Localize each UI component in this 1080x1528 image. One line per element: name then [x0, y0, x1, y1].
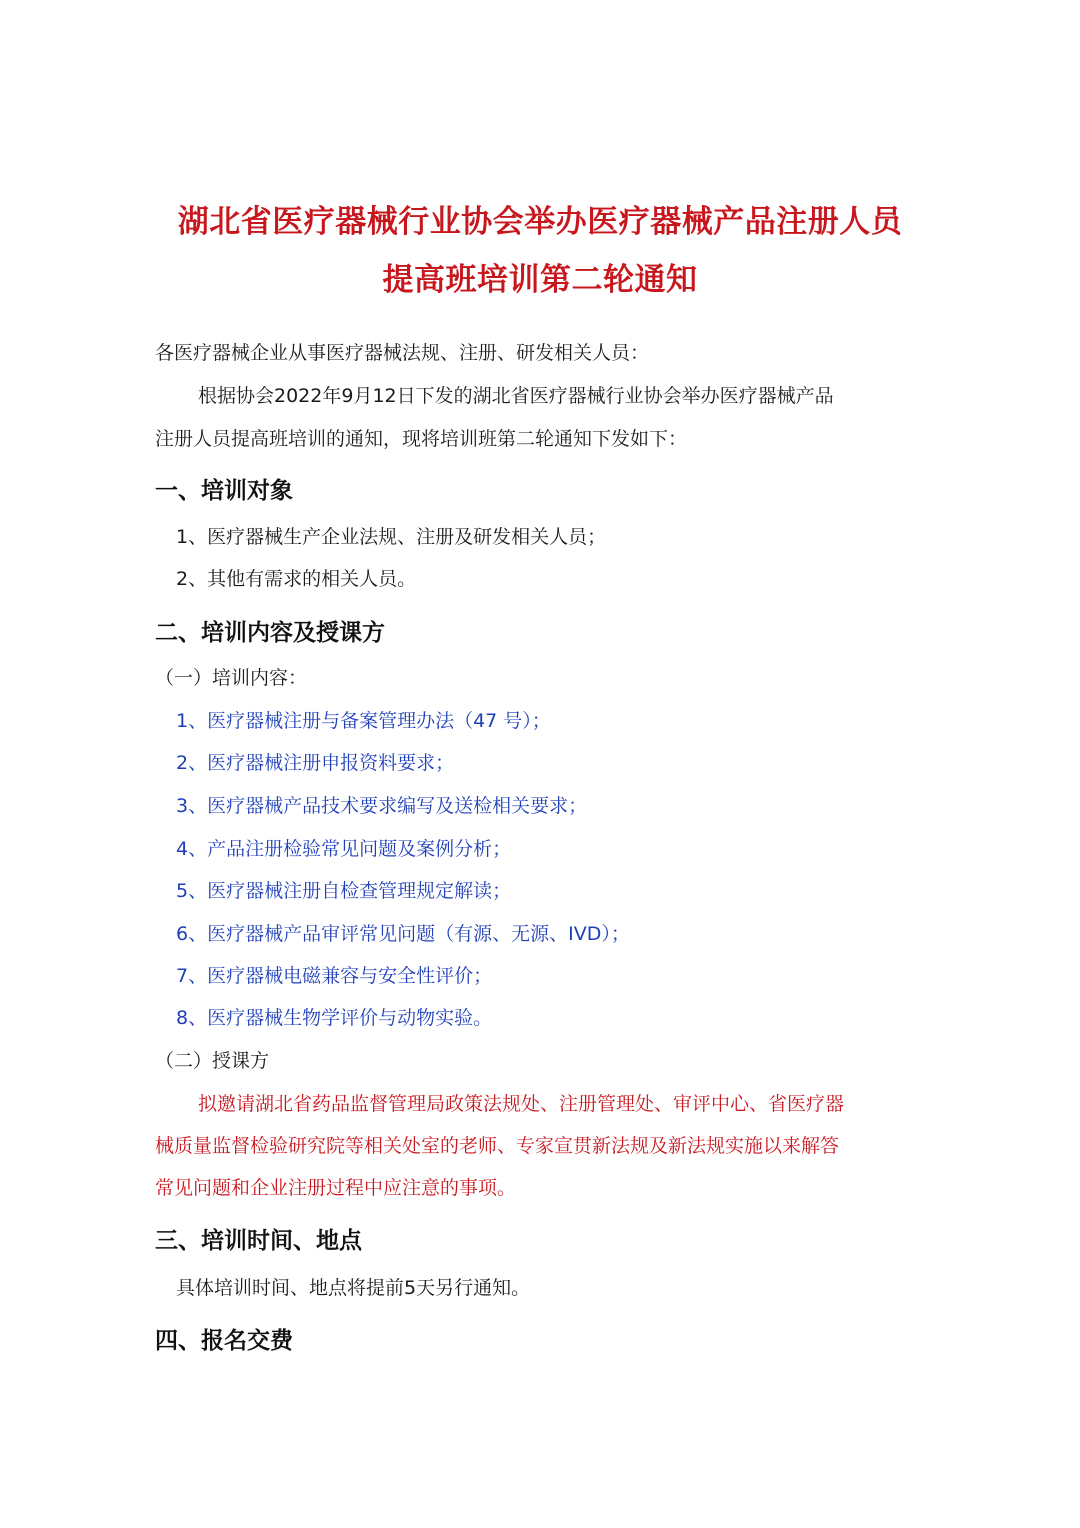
section-heading-registration-fee: 四、报名交费 — [155, 1328, 293, 1354]
content-item: 4、产品注册检验常见问题及案例分析； — [176, 838, 512, 860]
content-item: 5、医疗器械注册自检查管理规定解读； — [176, 880, 512, 902]
time-place-text: 具体培训时间、地点将提前5天另行通知。 — [176, 1277, 531, 1299]
content-item: 7、医疗器械电磁兼容与安全性评价； — [176, 965, 493, 987]
lecturer-line-3: 常见问题和企业注册过程中应注意的事项。 — [155, 1177, 517, 1199]
subheading-lecturers: （二）授课方 — [155, 1050, 270, 1072]
document-title-line-1: 湖北省医疗器械行业协会举办医疗器械产品注册人员 — [177, 204, 903, 240]
content-item: 3、医疗器械产品技术要求编写及送检相关要求； — [176, 795, 588, 817]
section-heading-target-audience: 一、培训对象 — [155, 478, 293, 504]
content-item: 6、医疗器械产品审评常见问题（有源、无源、IVD）； — [176, 923, 630, 945]
lecturer-line-2: 械质量监督检验研究院等相关处室的老师、专家宣贯新法规及新法规实施以来解答 — [155, 1135, 840, 1157]
intro-line-2: 注册人员提高班培训的通知，现将培训班第二轮通知下发如下： — [155, 428, 688, 450]
intro-line-1: 根据协会2022年9月12日下发的湖北省医疗器械行业协会举办医疗器械产品 — [198, 385, 834, 407]
section-heading-time-and-place: 三、培训时间、地点 — [155, 1228, 362, 1254]
lecturer-line-1: 拟邀请湖北省药品监督管理局政策法规处、注册管理处、审评中心、省医疗器 — [198, 1093, 845, 1115]
section-heading-content-and-lecturers: 二、培训内容及授课方 — [155, 620, 385, 646]
audience-item: 1、医疗器械生产企业法规、注册及研发相关人员； — [176, 526, 607, 548]
audience-item: 2、其他有需求的相关人员。 — [176, 568, 417, 590]
document-title-line-2: 提高班培训第二轮通知 — [382, 262, 698, 298]
content-item: 2、医疗器械注册申报资料要求； — [176, 752, 455, 774]
subheading-content: （一）培训内容： — [155, 667, 308, 689]
salutation: 各医疗器械企业从事医疗器械法规、注册、研发相关人员： — [155, 342, 650, 364]
content-item: 8、医疗器械生物学评价与动物实验。 — [176, 1007, 493, 1029]
content-item: 1、医疗器械注册与备案管理办法（47 号）； — [176, 710, 551, 732]
